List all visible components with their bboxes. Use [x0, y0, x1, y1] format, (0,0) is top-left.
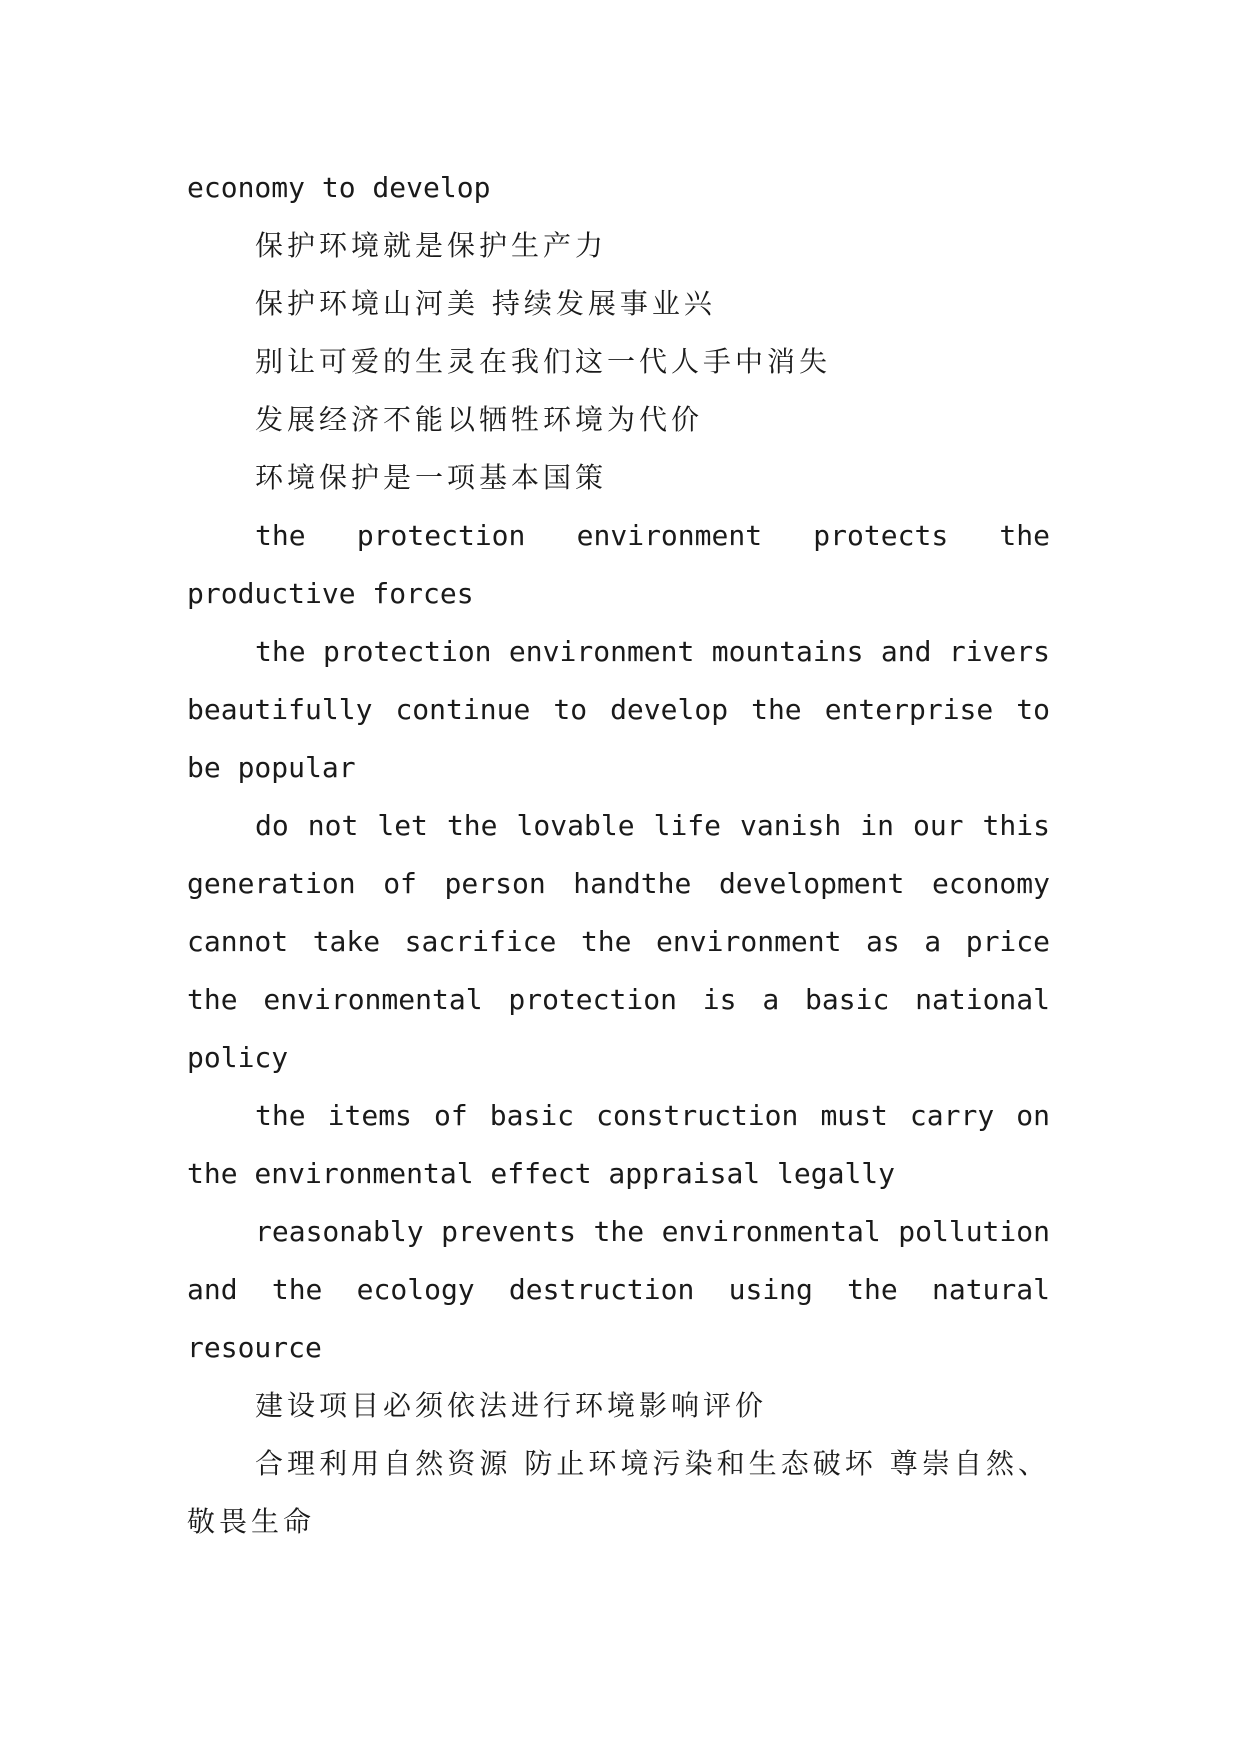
- paragraph-english-lovable-life: do not let the lovable life vanish in our this generation of person handthe development economy cannot take sacrifice the environment as a price the environmental protection is a basic national policy: [187, 809, 1050, 1074]
- paragraph-economy-to-develop: economy to develop: [187, 171, 491, 204]
- paragraph-slogan-lovable-life: 别让可爱的生灵在我们这一代人手中消失: [255, 345, 832, 378]
- paragraph-english-pollution: reasonably prevents the environmental pollution and the ecology destruction using the natural resource: [187, 1215, 1050, 1364]
- paragraph-english-appraisal: the items of basic construction must carry on the environmental effect appraisal legally: [187, 1099, 1050, 1190]
- paragraph-slogan-national-policy: 环境保护是一项基本国策: [255, 461, 608, 494]
- paragraph-slogan-mountains-rivers: 保护环境山河美 持续发展事业兴: [255, 287, 716, 320]
- paragraph-slogan-productivity: 保护环境就是保护生产力: [255, 229, 608, 262]
- paragraph-english-mountains-rivers: the protection environment mountains and rivers beautifully continue to develop the enterprise to be popular: [187, 635, 1050, 784]
- paragraph-slogan-environmental-assessment: 建设项目必须依法进行环境影响评价: [255, 1389, 768, 1422]
- paragraph-english-productive-forces: the protection environment protects the productive forces: [187, 519, 1050, 610]
- document-body: [187, 159, 1050, 1551]
- paragraph-slogan-economy-price: 发展经济不能以牺牲环境为代价: [255, 403, 704, 436]
- paragraph-slogan-natural-resources: 合理利用自然资源 防止环境污染和生态破坏 尊崇自然、敬畏生命: [187, 1447, 1050, 1538]
